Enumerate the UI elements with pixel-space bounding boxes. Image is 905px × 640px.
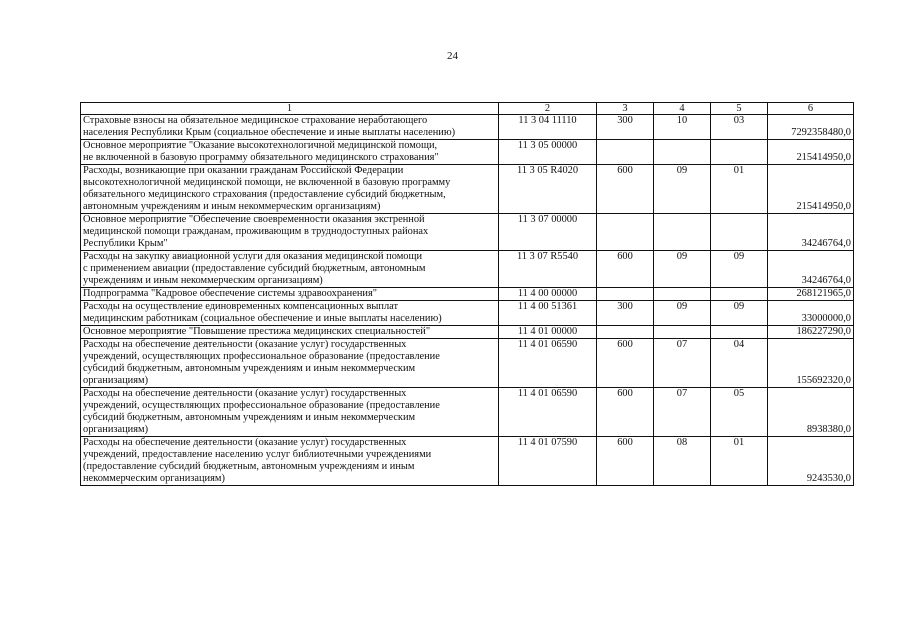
subsection-cell: 03	[711, 115, 768, 140]
section-cell	[654, 326, 711, 339]
table-row	[81, 326, 854, 339]
row-name-line: Подпрограмма "Кадровое обеспечение системы здравоохранения"	[83, 288, 377, 299]
row-name-cell	[81, 165, 499, 214]
row-name-line: обязательного медицинского страхования (предоставление субсидий бюджетным,	[83, 189, 446, 200]
section-cell	[654, 140, 711, 165]
row-name-line: Расходы, возникающие при оказании гражданам Российской Федерации	[83, 165, 404, 176]
row-name-line: организациям)	[83, 424, 149, 435]
row-name-cell	[81, 115, 499, 140]
section-cell	[654, 288, 711, 301]
table-body	[81, 115, 854, 486]
amount-cell: 33000000,0	[768, 301, 854, 326]
row-name-line: организациям)	[83, 375, 149, 386]
amount-cell: 186227290,0	[768, 326, 854, 339]
subsection-cell	[711, 326, 768, 339]
column-header: 4	[654, 103, 711, 115]
table-row	[81, 388, 854, 437]
section-cell: 09	[654, 251, 711, 288]
expense-type-cell: 600	[597, 165, 654, 214]
row-name-line: субсидий бюджетным, автономным учреждениям и иным некоммерческим	[83, 412, 416, 423]
row-name-cell	[81, 326, 499, 339]
row-name-line: Расходы на обеспечение деятельности (оказание услуг) государственных	[83, 437, 407, 448]
row-name-cell	[81, 301, 499, 326]
row-name-line: медицинским работникам (социальное обеспечение и иные выплаты населению)	[83, 313, 442, 324]
amount-cell: 34246764,0	[768, 251, 854, 288]
row-name-cell	[81, 288, 499, 301]
row-name-line: Расходы на обеспечение деятельности (оказание услуг) государственных	[83, 339, 407, 350]
code-cell: 11 4 01 00000	[499, 326, 597, 339]
table-row	[81, 115, 854, 140]
code-cell: 11 4 00 51361	[499, 301, 597, 326]
expense-type-cell	[597, 140, 654, 165]
row-name-cell	[81, 140, 499, 165]
code-cell: 11 3 07 R5540	[499, 251, 597, 288]
row-name-line: Расходы на закупку авиационной услуги для оказания медицинской помощи	[83, 251, 423, 262]
column-header: 6	[768, 103, 854, 115]
section-cell: 07	[654, 339, 711, 388]
row-name-line: Расходы на обеспечение деятельности (оказание услуг) государственных	[83, 388, 407, 399]
table-header	[81, 103, 854, 115]
row-name-line: высокотехнологичной медицинской помощи, не включенной в базовую программу	[83, 177, 451, 188]
table-row	[81, 214, 854, 251]
row-name-line: субсидий бюджетным, автономным учреждениям и иным некоммерческим	[83, 363, 416, 374]
row-name-line: не включенной в базовую программу обязательного медицинского страхования"	[83, 152, 439, 163]
expense-type-cell: 600	[597, 388, 654, 437]
subsection-cell	[711, 214, 768, 251]
table-row	[81, 339, 854, 388]
subsection-cell: 01	[711, 165, 768, 214]
subsection-cell: 04	[711, 339, 768, 388]
column-header: 3	[597, 103, 654, 115]
row-name-line: учреждений, предоставление населению услуг библиотечными учреждениями	[83, 449, 432, 460]
expense-type-cell: 600	[597, 339, 654, 388]
row-name-line: Страховые взносы на обязательное медицинское страхование неработающего	[83, 115, 428, 126]
row-name-cell	[81, 214, 499, 251]
code-cell: 11 4 01 06590	[499, 388, 597, 437]
row-name-line: учреждений, осуществляющих профессиональное образование (предоставление	[83, 400, 440, 411]
table-row	[81, 437, 854, 486]
table-row	[81, 288, 854, 301]
table-row	[81, 165, 854, 214]
amount-cell: 9243530,0	[768, 437, 854, 486]
section-cell: 08	[654, 437, 711, 486]
table-row	[81, 140, 854, 165]
row-name-line: Основное мероприятие "Оказание высокотехнологичной медицинской помощи,	[83, 140, 438, 151]
code-cell: 11 3 05 R4020	[499, 165, 597, 214]
row-name-line: Республики Крым"	[83, 238, 168, 249]
row-name-line: с применением авиации (предоставление субсидий бюджетным, автономным	[83, 263, 426, 274]
column-header: 2	[499, 103, 597, 115]
subsection-cell	[711, 288, 768, 301]
amount-cell: 7292358480,0	[768, 115, 854, 140]
section-cell: 10	[654, 115, 711, 140]
row-name-cell	[81, 437, 499, 486]
expense-type-cell	[597, 214, 654, 251]
expense-type-cell: 600	[597, 437, 654, 486]
row-name-line: (предоставление субсидий бюджетным, автономным учреждениям и иным	[83, 461, 415, 472]
code-cell: 11 3 04 11110	[499, 115, 597, 140]
row-name-line: учреждениям и иным некоммерческим организациям)	[83, 275, 323, 286]
section-cell: 07	[654, 388, 711, 437]
row-name-line: учреждений, осуществляющих профессиональное образование (предоставление	[83, 351, 440, 362]
subsection-cell: 01	[711, 437, 768, 486]
row-name-line: Основное мероприятие "Обеспечение своевременности оказания экстренной	[83, 214, 425, 225]
column-header: 5	[711, 103, 768, 115]
expense-type-cell: 300	[597, 301, 654, 326]
subsection-cell: 09	[711, 251, 768, 288]
column-header: 1	[81, 103, 499, 115]
row-name-line: медицинской помощи гражданам, проживающим в труднодоступных районах	[83, 226, 429, 237]
row-name-cell	[81, 251, 499, 288]
header-row	[81, 103, 854, 115]
row-name-cell	[81, 339, 499, 388]
row-name-line: автономным учреждениям и иным некоммерческим организациям)	[83, 201, 381, 212]
code-cell: 11 4 01 07590	[499, 437, 597, 486]
row-name-line: Основное мероприятие "Повышение престижа медицинских специальностей"	[83, 326, 431, 337]
section-cell	[654, 214, 711, 251]
amount-cell: 8938380,0	[768, 388, 854, 437]
row-name-line: населения Республики Крым (социальное обеспечение и иные выплаты населению)	[83, 127, 456, 138]
row-name-line: некоммерческим организациям)	[83, 473, 225, 484]
code-cell: 11 4 00 00000	[499, 288, 597, 301]
expense-type-cell	[597, 288, 654, 301]
section-cell: 09	[654, 301, 711, 326]
amount-cell: 215414950,0	[768, 140, 854, 165]
subsection-cell	[711, 140, 768, 165]
amount-cell: 155692320,0	[768, 339, 854, 388]
amount-cell: 268121965,0	[768, 288, 854, 301]
expense-type-cell: 300	[597, 115, 654, 140]
subsection-cell: 05	[711, 388, 768, 437]
expense-type-cell: 600	[597, 251, 654, 288]
page-number: 24	[447, 50, 458, 62]
code-cell: 11 3 05 00000	[499, 140, 597, 165]
row-name-line: Расходы на осуществление единовременных компенсационных выплат	[83, 301, 399, 312]
row-name-cell	[81, 388, 499, 437]
code-cell: 11 4 01 06590	[499, 339, 597, 388]
amount-cell: 215414950,0	[768, 165, 854, 214]
section-cell: 09	[654, 165, 711, 214]
table-row	[81, 251, 854, 288]
expense-type-cell	[597, 326, 654, 339]
budget-table	[80, 102, 854, 486]
table-row	[81, 301, 854, 326]
code-cell: 11 3 07 00000	[499, 214, 597, 251]
amount-cell: 34246764,0	[768, 214, 854, 251]
subsection-cell: 09	[711, 301, 768, 326]
